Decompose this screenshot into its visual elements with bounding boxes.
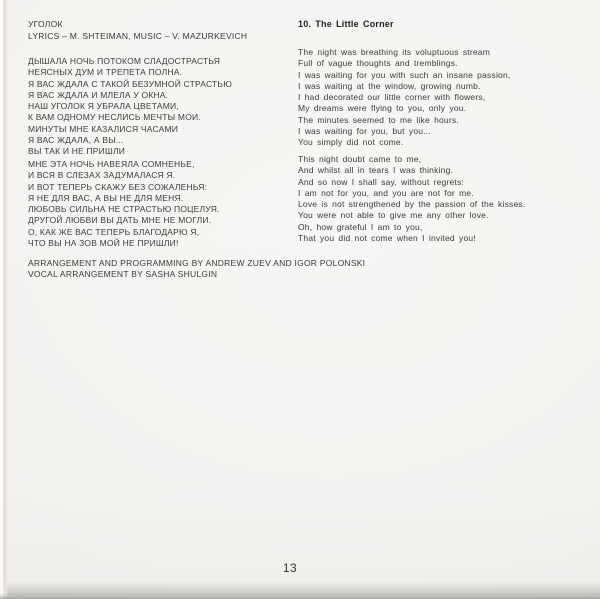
lyric-line: I was waiting for you, but you... <box>298 126 431 137</box>
lyric-line: ВЫ ТАК И НЕ ПРИШЛИ <box>28 146 126 157</box>
lyric-line: Full of vague thoughts and tremblings. <box>298 58 458 69</box>
lyrics-music-credits: LYRICS – M. SHTEIMAN, MUSIC – V. MAZURKEVICH <box>28 30 248 41</box>
russian-stanza-1 <box>28 56 232 158</box>
lyric-line: I had decorated our little corner with flowers, <box>298 92 486 103</box>
lyric-line: О, КАК ЖЕ ВАС ТЕПЕРЬ БЛАГОДАРЮ Я, <box>28 226 200 237</box>
english-stanza-1 <box>298 47 510 149</box>
lyric-line: This night doubt came to me, <box>298 154 422 164</box>
page-number: 13 <box>282 561 298 575</box>
lyric-line: And so now I shall say, without regrets: <box>298 176 464 187</box>
lyric-line: And whilst all in tears I was thinking. <box>298 165 454 176</box>
page-bottom-shadow <box>0 593 600 599</box>
lyric-line: МИНУТЫ МНЕ КАЗАЛИСЯ ЧАСАМИ <box>28 123 179 134</box>
lyric-line: ЛЮБОВЬ СИЛЬНА НЕ СТРАСТЬЮ ПОЦЕЛУЯ. <box>28 204 220 215</box>
lyric-line: К ВАМ ОДНОМУ НЕСЛИСЬ МЕЧТЫ МОИ. <box>28 112 201 123</box>
lyric-line: I was waiting at the window, growing numb. <box>298 80 481 91</box>
lyric-line: The minutes seemed to me like hours. <box>298 114 459 125</box>
lyric-line: НАШ УГОЛОК Я УБРАЛА ЦВЕТАМИ, <box>28 101 179 112</box>
track-title: 10. The Little Corner <box>298 19 394 29</box>
lyric-line: You were not able to give me any other love. <box>298 210 489 221</box>
lyric-line: That you did not come when I invited you! <box>298 233 476 244</box>
lyric-line: Love is not strengthened by the passion of the kisses. <box>298 199 526 210</box>
russian-song-title: УГОЛОК <box>28 19 63 29</box>
lyric-line: И ВСЯ В СЛЕЗАХ ЗАДУМАЛАСЯ Я. <box>28 170 176 181</box>
lyric-line: My dreams were flying to you, only you. <box>298 103 467 114</box>
lyric-line: Oh, how grateful I am to you, <box>298 221 423 232</box>
lyric-line: МНЕ ЭТА НОЧЬ НАВЕЯЛА СОМНЕНЬЕ, <box>28 159 195 169</box>
lyric-line: You simply did not come. <box>298 137 404 148</box>
russian-stanza-2 <box>28 159 220 249</box>
lyric-line: VOCAL ARRANGEMENT BY SASHA SHULGIN <box>28 269 218 280</box>
lyric-line: ДРУГОЙ ЛЮБВИ ВЫ ДАТЬ МНЕ НЕ МОГЛИ. <box>28 215 212 226</box>
russian-header <box>28 19 247 42</box>
lyric-line: I was waiting for you with such an insane passion, <box>298 69 511 80</box>
lyric-line: ЧТО ВЫ НА ЗОВ МОЙ НЕ ПРИШЛИ! <box>28 238 179 249</box>
production-credits <box>28 258 365 281</box>
lyric-line: ARRANGEMENT AND PROGRAMMING BY ANDREW ZUEV AND IGOR POLONSKI <box>28 258 366 268</box>
lyric-line: НЕЯСНЫХ ДУМ И ТРЕПЕТА ПОЛНА. <box>28 67 183 78</box>
lyric-line: И ВОТ ТЕПЕРЬ СКАЖУ БЕЗ СОЖАЛЕНЬЯ: <box>28 181 208 192</box>
english-stanza-2 <box>298 154 525 244</box>
lyric-line: Я ВАС ЖДАЛА, А ВЫ... <box>28 135 124 146</box>
page-left-crease <box>0 0 8 599</box>
lyric-line: Я НЕ ДЛЯ ВАС, А ВЫ НЕ ДЛЯ МЕНЯ. <box>28 192 184 203</box>
lyric-line: Я ВАС ЖДАЛА И МЛЕЛА У ОКНА. <box>28 89 169 100</box>
lyric-line: The night was breathing its voluptuous stream <box>298 47 490 57</box>
lyric-line: Я ВАС ЖДАЛА С ТАКОЙ БЕЗУМНОЙ СТРАСТЬЮ <box>28 78 233 89</box>
lyric-line: I am not for you, and you are not for me. <box>298 187 474 198</box>
lyric-line: ДЫШАЛА НОЧЬ ПОТОКОМ СЛАДОСТРАСТЬЯ <box>28 56 221 66</box>
